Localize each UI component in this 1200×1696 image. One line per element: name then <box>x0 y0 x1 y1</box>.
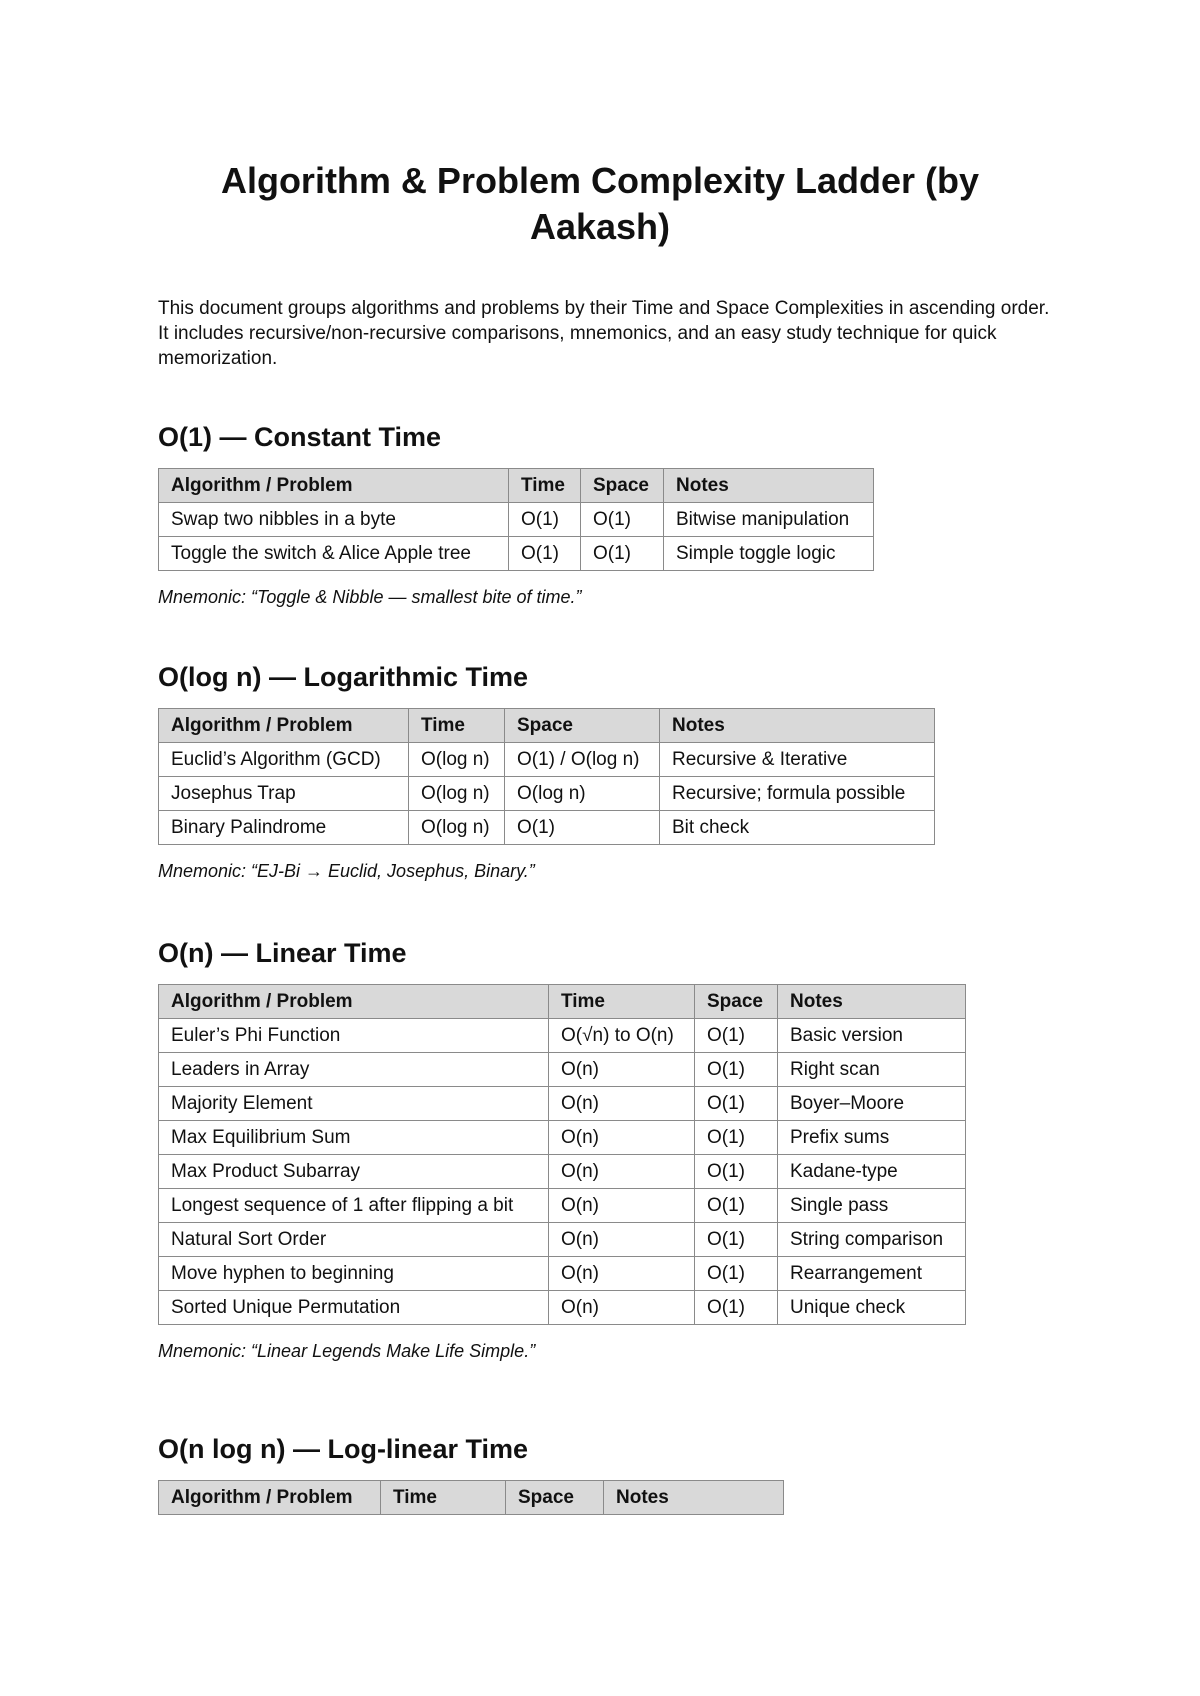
complexity-table <box>158 1480 784 1515</box>
cell-time: O(n) <box>549 1223 695 1257</box>
cell-time: O(n) <box>549 1053 695 1087</box>
cell-space: O(1) <box>581 503 664 537</box>
cell-algorithm: Longest sequence of 1 after flipping a bit <box>159 1189 549 1223</box>
complexity-table <box>158 708 935 845</box>
complexity-table <box>158 468 874 571</box>
cell-space: O(1) <box>581 537 664 571</box>
table-header-row <box>159 985 966 1019</box>
cell-algorithm: Binary Palindrome <box>159 811 409 845</box>
cell-notes: Single pass <box>778 1189 966 1223</box>
table-row <box>159 743 935 777</box>
cell-algorithm: Josephus Trap <box>159 777 409 811</box>
cell-notes: Unique check <box>778 1291 966 1325</box>
cell-time: O(log n) <box>409 743 505 777</box>
cell-space: O(log n) <box>505 777 660 811</box>
cell-notes: String comparison <box>778 1223 966 1257</box>
section-constant-time <box>158 420 874 609</box>
cell-time: O(n) <box>549 1155 695 1189</box>
cell-time: O(n) <box>549 1189 695 1223</box>
cell-notes: Rearrangement <box>778 1257 966 1291</box>
cell-notes: Recursive & Iterative <box>660 743 935 777</box>
column-header: Notes <box>778 985 966 1019</box>
section-log-linear-time <box>158 1432 784 1515</box>
cell-algorithm: Toggle the switch & Alice Apple tree <box>159 537 509 571</box>
column-header: Algorithm / Problem <box>159 709 409 743</box>
column-header: Time <box>509 469 581 503</box>
cell-time: O(n) <box>549 1291 695 1325</box>
section-heading: O(1) — Constant Time <box>158 422 442 452</box>
cell-space: O(1) <box>505 811 660 845</box>
table-row <box>159 1257 966 1291</box>
cell-space: O(1) <box>695 1189 778 1223</box>
cell-notes: Prefix sums <box>778 1121 966 1155</box>
cell-algorithm: Majority Element <box>159 1087 549 1121</box>
cell-algorithm: Swap two nibbles in a byte <box>159 503 509 537</box>
cell-space: O(1) / O(log n) <box>505 743 660 777</box>
cell-space: O(1) <box>695 1223 778 1257</box>
cell-time: O(log n) <box>409 811 505 845</box>
intro-paragraph: This document groups algorithms and problems by their Time and Space Complexities in ascending order. It includes recursive/non-recursive comparisons, mnemonics, and an easy study technique for quick memorization. <box>158 298 1050 369</box>
cell-algorithm: Euler’s Phi Function <box>159 1019 549 1053</box>
table-row <box>159 1291 966 1325</box>
column-header: Notes <box>604 1481 784 1515</box>
table-row <box>159 811 935 845</box>
table-row <box>159 1223 966 1257</box>
section-heading: O(log n) — Logarithmic Time <box>158 662 529 692</box>
cell-notes: Bit check <box>660 811 935 845</box>
cell-time: O(√n) to O(n) <box>549 1019 695 1053</box>
cell-algorithm: Sorted Unique Permutation <box>159 1291 549 1325</box>
complexity-table <box>158 984 966 1325</box>
cell-time: O(1) <box>509 537 581 571</box>
table-row <box>159 777 935 811</box>
cell-notes: Recursive; formula possible <box>660 777 935 811</box>
cell-time: O(n) <box>549 1257 695 1291</box>
column-header: Space <box>581 469 664 503</box>
table-row <box>159 1019 966 1053</box>
table-header-row <box>159 1481 784 1515</box>
table-row <box>159 1087 966 1121</box>
section-heading: O(n) — Linear Time <box>158 938 407 968</box>
cell-time: O(n) <box>549 1121 695 1155</box>
cell-space: O(1) <box>695 1291 778 1325</box>
cell-notes: Right scan <box>778 1053 966 1087</box>
cell-time: O(1) <box>509 503 581 537</box>
column-header: Space <box>505 709 660 743</box>
cell-notes: Boyer–Moore <box>778 1087 966 1121</box>
cell-space: O(1) <box>695 1019 778 1053</box>
cell-algorithm: Natural Sort Order <box>159 1223 549 1257</box>
column-header: Algorithm / Problem <box>159 469 509 503</box>
cell-space: O(1) <box>695 1087 778 1121</box>
table-row <box>159 1189 966 1223</box>
table-row <box>159 1121 966 1155</box>
table-row <box>159 1155 966 1189</box>
table-row <box>159 537 874 571</box>
cell-space: O(1) <box>695 1121 778 1155</box>
cell-space: O(1) <box>695 1257 778 1291</box>
column-header: Algorithm / Problem <box>159 985 549 1019</box>
cell-notes: Basic version <box>778 1019 966 1053</box>
cell-time: O(n) <box>549 1087 695 1121</box>
document-title: Algorithm & Problem Complexity Ladder (by Aakash) <box>220 160 980 247</box>
column-header: Notes <box>664 469 874 503</box>
section-heading: O(n log n) — Log-linear Time <box>158 1434 528 1464</box>
table-row <box>159 1053 966 1087</box>
cell-space: O(1) <box>695 1155 778 1189</box>
mnemonic: Mnemonic: “Linear Legends Make Life Simple.” <box>158 1341 536 1361</box>
mnemonic: Mnemonic: “Toggle & Nibble — smallest bite of time.” <box>158 587 582 607</box>
cell-notes: Simple toggle logic <box>664 537 874 571</box>
cell-algorithm: Max Product Subarray <box>159 1155 549 1189</box>
table-header-row <box>159 709 935 743</box>
cell-algorithm: Euclid’s Algorithm (GCD) <box>159 743 409 777</box>
cell-algorithm: Move hyphen to beginning <box>159 1257 549 1291</box>
table-row <box>159 503 874 537</box>
section-logarithmic-time <box>158 660 935 883</box>
column-header: Space <box>695 985 778 1019</box>
mnemonic: Mnemonic: “EJ-Bi → Euclid, Josephus, Binary.” <box>158 861 535 881</box>
cell-space: O(1) <box>695 1053 778 1087</box>
cell-algorithm: Leaders in Array <box>159 1053 549 1087</box>
cell-algorithm: Max Equilibrium Sum <box>159 1121 549 1155</box>
cell-time: O(log n) <box>409 777 505 811</box>
column-header: Time <box>549 985 695 1019</box>
column-header: Time <box>381 1481 506 1515</box>
column-header: Time <box>409 709 505 743</box>
column-header: Algorithm / Problem <box>159 1481 381 1515</box>
table-header-row <box>159 469 874 503</box>
column-header: Space <box>506 1481 604 1515</box>
column-header: Notes <box>660 709 935 743</box>
section-linear-time <box>158 936 966 1363</box>
cell-notes: Bitwise manipulation <box>664 503 874 537</box>
cell-notes: Kadane-type <box>778 1155 966 1189</box>
